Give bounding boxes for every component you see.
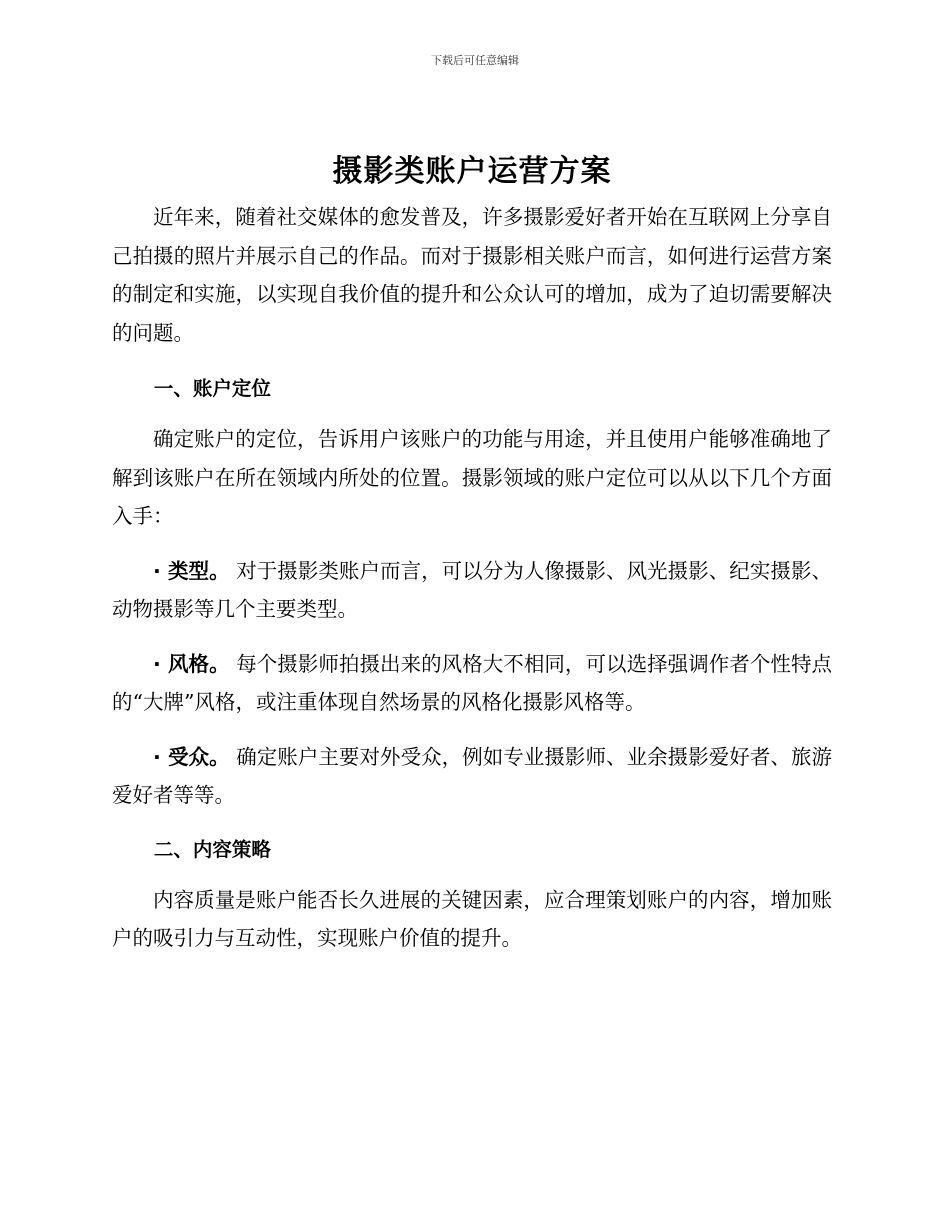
- bullet-item-style: [112, 645, 832, 722]
- section1-paragraph: 确定账户的定位，告诉用户该账户的功能与用途，并且使用户能够准确地了解到该账户在所在领域内所处的位置。摄影领域的账户定位可以从以下几个方面入手：: [112, 427, 832, 528]
- section-heading-account-positioning: 一、账户定位: [153, 377, 271, 400]
- bullet-text: 确定账户主要对外受众，例如专业摄影师、业余摄影爱好者、旅游爱好者等等。: [112, 744, 832, 807]
- intro-paragraph: 近年来，随着社交媒体的愈发普及，许多摄影爱好者开始在互联网上分享自己拍摄的照片并展示自己的作品。而对于摄影相关账户而言，如何进行运营方案的制定和实施，以实现自我价值的提升和公众认可的增加，成为了迫切需要解决的问题。: [112, 205, 832, 345]
- bullet-text: 每个摄影师拍摄出来的风格大不相同，可以选择强调作者个性特点的“大牌”风格，或注重体现自然场景的风格化摄影风格等。: [112, 651, 832, 714]
- document-body: [112, 150, 832, 958]
- document-title: 摄影类账户运营方案: [332, 154, 612, 189]
- bullet-label: · 受众。: [153, 744, 230, 769]
- bullet-item-type: [112, 552, 832, 629]
- bullet-item-audience: [112, 738, 832, 815]
- bullet-label: · 风格。: [153, 651, 230, 676]
- section-heading-content-strategy: 二、内容策略: [153, 837, 271, 861]
- bullet-label: · 类型。: [153, 558, 230, 583]
- page-header-note: 下载后可任意编辑: [431, 54, 519, 67]
- section2-paragraph: 内容质量是账户能否长久进展的关键因素，应合理策划账户的内容，增加账户的吸引力与互动性，实现账户价值的提升。: [112, 887, 832, 950]
- bullet-text: 对于摄影类账户而言，可以分为人像摄影、风光摄影、纪实摄影、动物摄影等几个主要类型。: [112, 558, 832, 621]
